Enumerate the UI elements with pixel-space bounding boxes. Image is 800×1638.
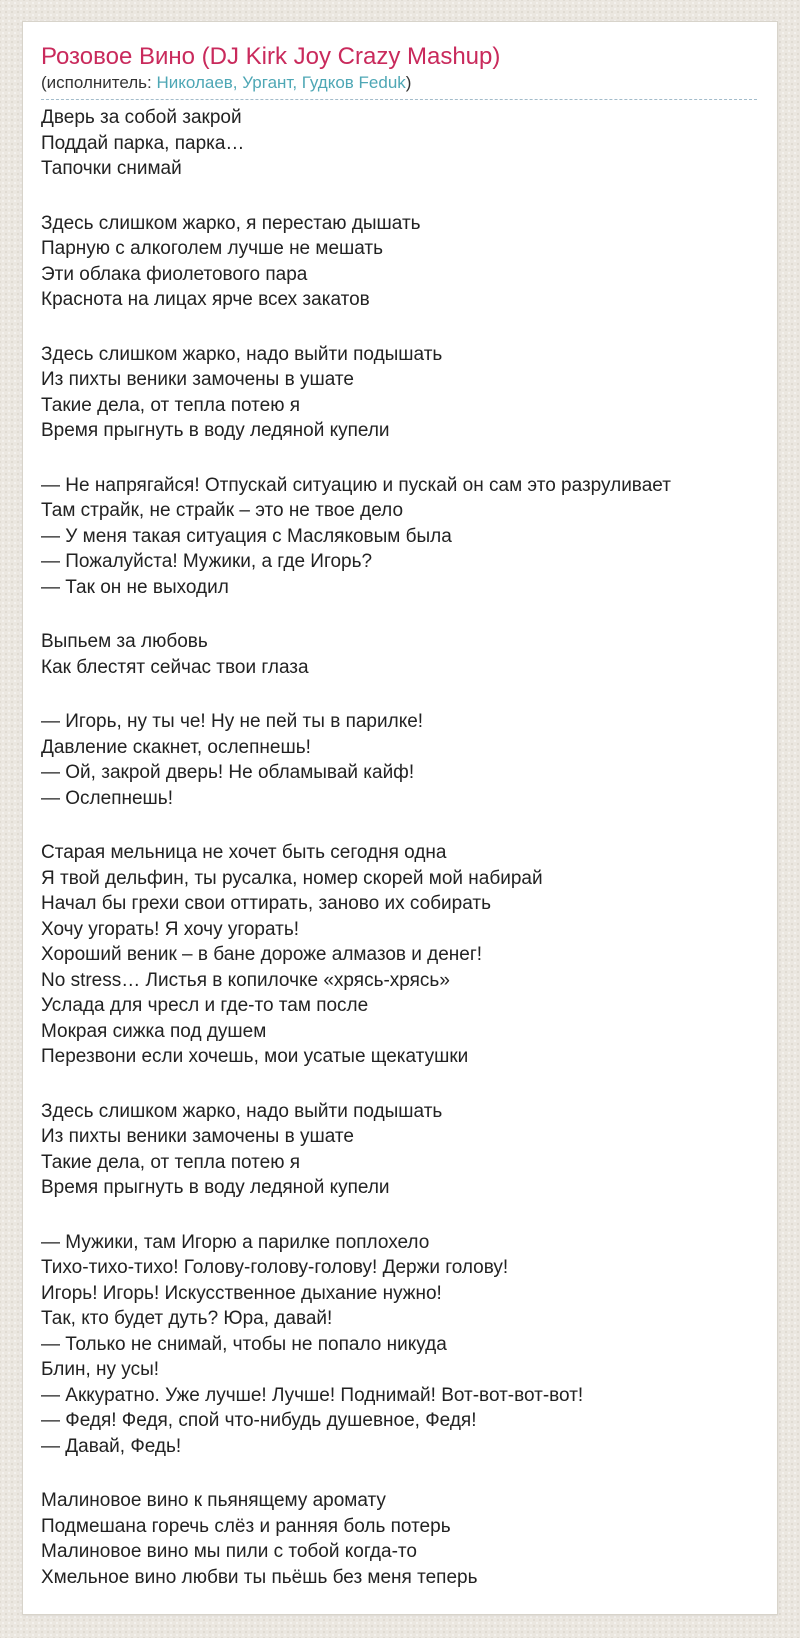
artist-line	[41, 71, 757, 99]
lyric-line: Из пихты веники замочены в ушате	[41, 369, 354, 390]
lyric-line: Краснота на лицах ярче всех закатов	[41, 289, 370, 310]
lyric-line: — Ослепнешь!	[41, 787, 173, 809]
song-header	[41, 43, 757, 100]
stanza	[41, 709, 757, 811]
lyric-line: — Пожалуйста! Мужики, а где Игорь?	[41, 551, 373, 572]
lyric-line: Здесь слишком жарко, я перестаю дышать	[41, 212, 421, 234]
lyric-line: — Аккуратно. Уже лучше! Лучше! Поднимай! Вот-вот-вот-вот!	[41, 1384, 584, 1406]
stanza	[41, 1099, 757, 1201]
stanza	[41, 473, 757, 601]
artist-label: (исполнитель:	[41, 73, 157, 92]
lyrics-card	[22, 21, 778, 1615]
stanza	[41, 1230, 757, 1460]
lyrics-text	[41, 102, 757, 1590]
lyric-line: Хороший веник – в бане дороже алмазов и денег!	[41, 944, 483, 965]
lyric-line: Блин, ну усы!	[41, 1359, 159, 1380]
lyric-line: — Мужики, там Игорю а парилке поплохело	[41, 1231, 430, 1253]
lyric-line: Парную с алкоголем лучше не мешать	[41, 238, 384, 259]
lyric-line: Тапочки снимай	[41, 158, 182, 179]
lyric-line: Время прыгнуть в воду ледяной купели	[41, 1177, 390, 1198]
lyric-line: Тихо-тихо-тихо! Голову-голову-голову! Держи голову!	[41, 1257, 509, 1278]
lyric-line: Здесь слишком жарко, надо выйти подышать	[41, 343, 443, 365]
lyric-line: Эти облака фиолетового пара	[41, 263, 308, 285]
lyric-line: Малиновое вино к пьянящему аромату	[41, 1490, 386, 1511]
lyric-line: Здесь слишком жарко, надо выйти подышать	[41, 1100, 443, 1122]
lyric-line: — Не напрягайся! Отпускай ситуацию и пускай он сам это разруливает	[41, 474, 671, 496]
lyric-line: Услада для чресл и где-то там после	[41, 995, 369, 1016]
stanza	[41, 211, 757, 313]
lyric-line: Малиновое вино мы пили с тобой когда-то	[41, 1541, 417, 1562]
lyric-line: Из пихты веники замочены в ушате	[41, 1126, 354, 1147]
lyric-line: Как блестят сейчас твои глаза	[41, 656, 309, 678]
lyric-line: Время прыгнуть в воду ледяной купели	[41, 420, 390, 441]
lyric-line: Дверь за собой закрой	[41, 107, 242, 128]
lyric-line: — Игорь, ну ты че! Ну не пей ты в парилке!	[41, 711, 424, 732]
lyric-line: Начал бы грехи свои оттирать, заново их собирать	[41, 893, 491, 914]
lyric-line: — У меня такая ситуация с Масляковым была	[41, 525, 452, 547]
lyric-line: — Только не снимай, чтобы не попало никуда	[41, 1333, 447, 1355]
lyric-line: Такие дела, от тепла потею я	[41, 1151, 301, 1173]
stanza	[41, 840, 757, 1070]
lyric-line: Давление скакнет, ослепнешь!	[41, 736, 311, 758]
lyric-line: Хмельное вино любви ты пьёшь без меня теперь	[41, 1566, 478, 1588]
lyric-line: Хочу угорать! Я хочу угорать!	[41, 918, 300, 940]
lyric-line: — Давай, Федь!	[41, 1435, 182, 1457]
lyric-line: Так, кто будет дуть? Юра, давай!	[41, 1308, 333, 1329]
stanza	[41, 342, 757, 444]
lyric-line: Выпьем за любовь	[41, 631, 208, 652]
lyric-line: Мокрая сижка под душем	[41, 1020, 267, 1042]
lyric-line: Я твой дельфин, ты русалка, номер скорей мой набирай	[41, 867, 543, 889]
artist-links[interactable]: Николаев, Ургант, Гудков Feduk	[156, 73, 406, 92]
lyric-line: Там страйк, не страйк – это не твое дело	[41, 500, 404, 521]
stanza	[41, 1488, 757, 1590]
lyric-line: — Так он не выходил	[41, 576, 229, 598]
stanza	[41, 105, 757, 182]
stanza	[41, 629, 757, 680]
lyric-line: Поддай парка, парка…	[41, 132, 245, 154]
lyric-line: No stress… Листья в копилочке «хрясь-хрясь»	[41, 969, 450, 991]
lyric-line: Игорь! Игорь! Искусственное дыхание нужно!	[41, 1282, 442, 1304]
lyric-line: Старая мельница не хочет быть сегодня одна	[41, 842, 447, 863]
lyric-line: — Федя! Федя, спой что-нибудь душевное, Федя!	[41, 1410, 477, 1431]
artist-label-close: )	[405, 73, 412, 92]
lyric-line: — Ой, закрой дверь! Не обламывай кайф!	[41, 762, 415, 783]
lyric-line: Перезвони если хочешь, мои усатые щекатушки	[41, 1046, 469, 1067]
lyric-line: Такие дела, от тепла потею я	[41, 394, 301, 416]
lyric-line: Подмешана горечь слёз и ранняя боль потерь	[41, 1515, 451, 1537]
song-title: Розовое Вино (DJ Kirk Joy Crazy Mashup)	[41, 43, 501, 70]
